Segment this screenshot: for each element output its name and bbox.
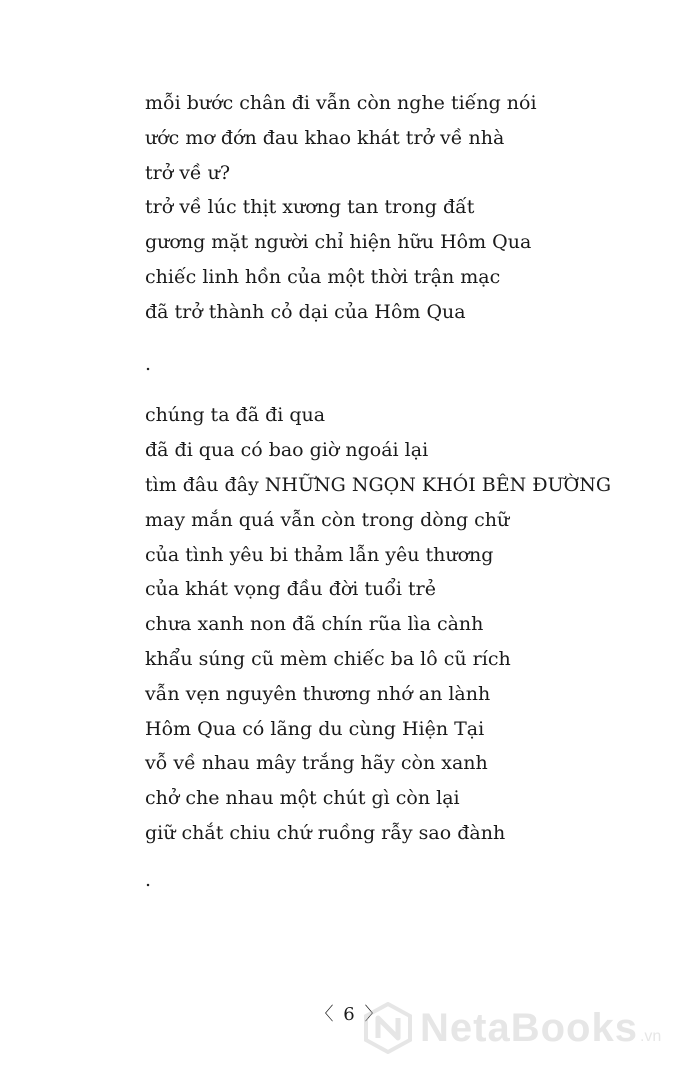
netabooks-logo-icon [362,1002,414,1054]
stanza-1 [145,86,685,330]
poem-line: chưa xanh non đã chín rũa lìa cành [145,613,484,636]
poem-line: chúng ta đã đi qua [145,404,326,427]
stanza-separator: . [145,352,152,375]
poem-line: đã trở thành cỏ dại của Hôm Qua [145,300,466,323]
poem-line: giữ chắt chiu chứ ruồng rẫy sao đành [145,821,506,844]
poem-line: Hôm Qua có lãng du cùng Hiện Tại [145,717,485,740]
poem-line: tìm đâu đây NHỮNG NGỌN KHÓI BÊN ĐƯỜNG [145,473,612,496]
poem-line: trở về lúc thịt xương tan trong đất [145,196,475,219]
watermark-suffix: .vn [639,1028,662,1045]
watermark-text: NetaBooks [420,1005,638,1050]
poem-line: chiếc linh hồn của một thời trận mạc [145,265,501,288]
poem-line: ước mơ đớn đau khao khát trở về nhà [145,126,505,149]
watermark [362,1000,692,1056]
poem-line: may mắn quá vẫn còn trong dòng chữ [145,508,510,531]
poem-line: chở che nhau một chút gì còn lại [145,787,460,810]
poem-line: đã đi qua có bao giờ ngoái lại [145,439,429,462]
poem-line: vỗ về nhau mây trắng hãy còn xanh [145,752,488,775]
poem-line: của khát vọng đầu đời tuổi trẻ [145,578,436,601]
poem-line: gương mặt người chỉ hiện hữu Hôm Qua [145,231,532,254]
poem-line: của tình yêu bi thảm lẫn yêu thương [145,543,494,566]
poem-line: trở về ư? [145,161,231,184]
page-number: 〈 6 〉 [315,1004,385,1025]
stanza-separator: . [145,868,152,891]
stanza-2 [145,398,685,850]
poem-line: mỗi bước chân đi vẫn còn nghe tiếng nói [145,92,537,114]
poem-line: khẩu súng cũ mèm chiếc ba lô cũ rích [145,647,511,670]
poem [145,86,685,915]
poem-line: vẫn vẹn nguyên thương nhớ an lành [145,682,491,705]
